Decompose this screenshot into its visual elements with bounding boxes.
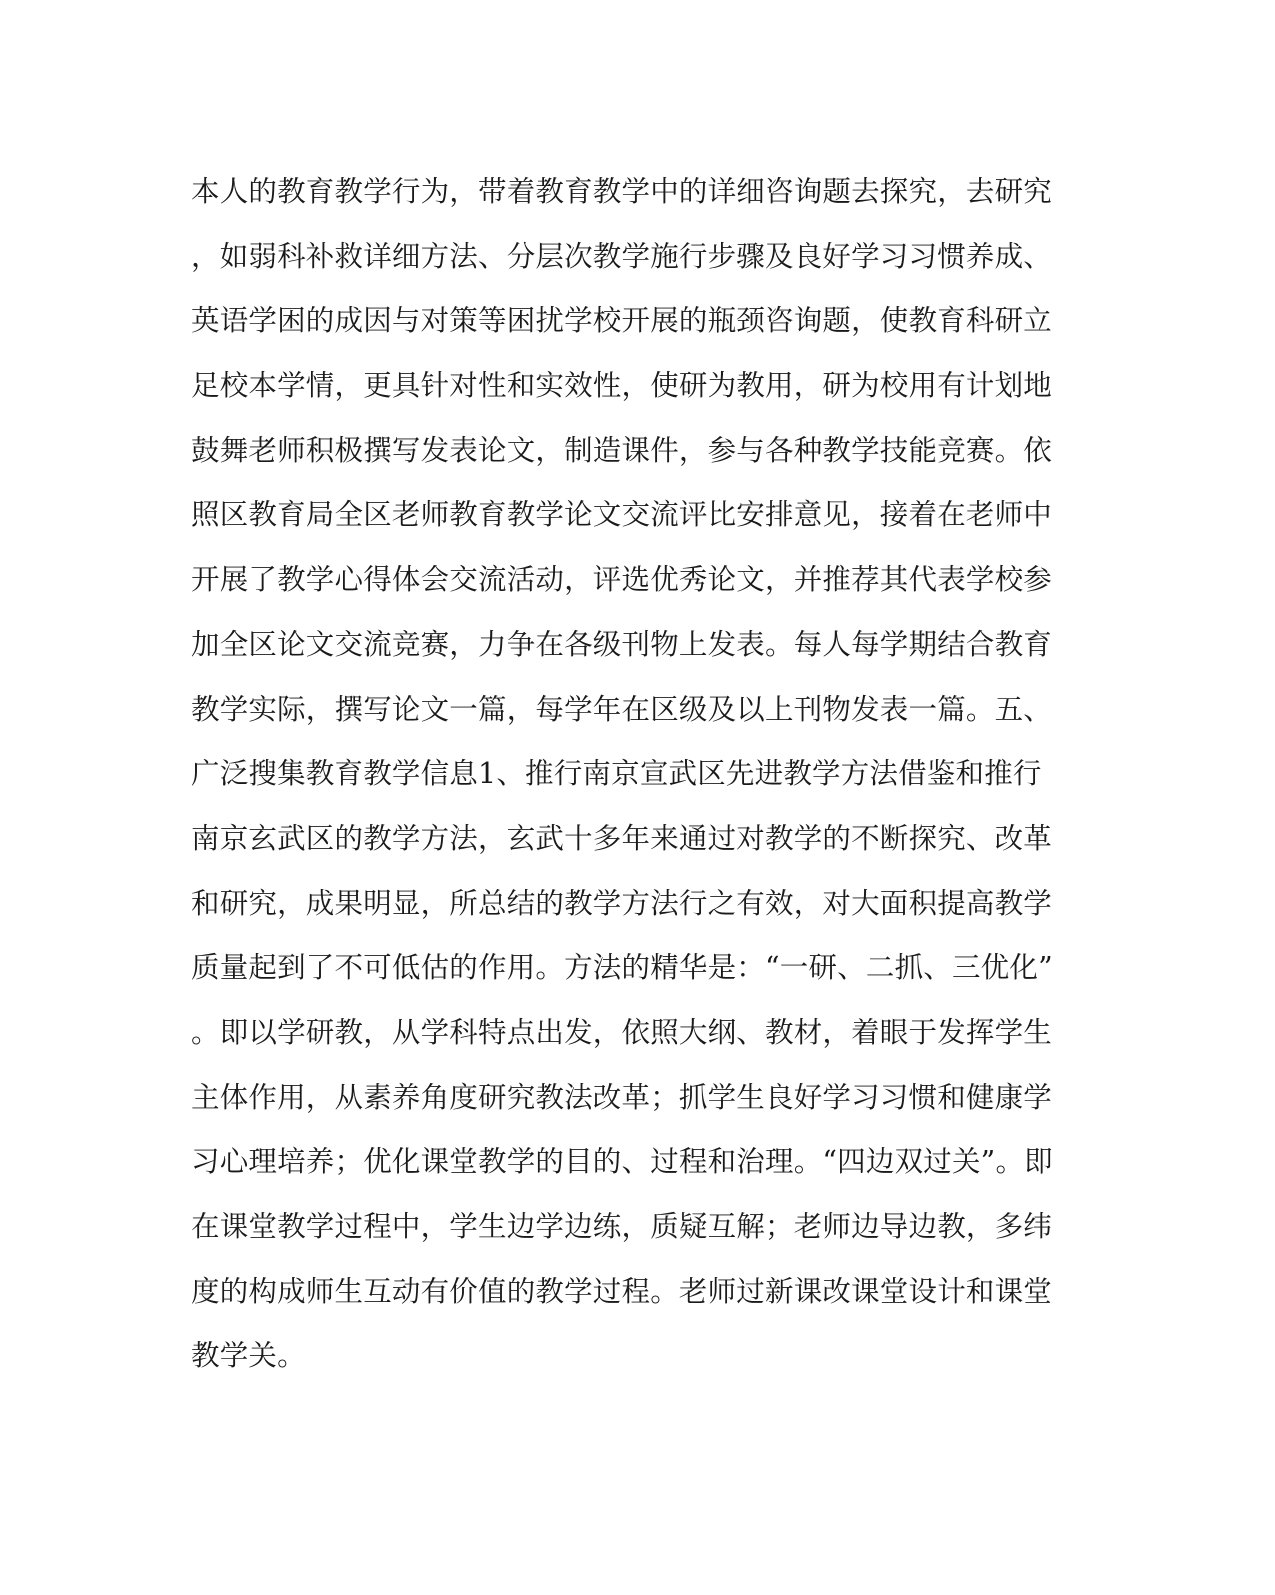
text-line: 度的构成师生互动有价值的教学过程。老师过新课改课堂设计和课堂 (191, 1274, 1053, 1308)
text-line: 照区教育局全区老师教育教学论文交流评比安排意见，接着在老师中 (191, 498, 1053, 532)
text-line: 质量起到了不可低估的作用。方法的精华是：“一研、二抓、三优化” (191, 951, 1053, 985)
body-paragraph (191, 160, 1071, 1389)
text-line: 鼓舞老师积极撰写发表论文，制造课件，参与各种教学技能竞赛。依 (191, 433, 1053, 467)
text-line: 足校本学情，更具针对性和实效性，使研为教用，研为校用有计划地 (191, 369, 1053, 403)
text-line: 南京玄武区的教学方法，玄武十多年来通过对教学的不断探究、改革 (191, 821, 1053, 855)
text-line: 广泛搜集教育教学信息1、推行南京宣武区先进教学方法借鉴和推行 (191, 757, 1042, 791)
text-line: ，如弱科补救详细方法、分层次教学施行步骤及良好学习习惯养成、 (191, 239, 1053, 273)
text-line: 开展了教学心得体会交流活动，评选优秀论文，并推荐其代表学校参 (191, 563, 1053, 597)
text-line: 习心理培养；优化课堂教学的目的、过程和治理。“四边双过关”。即 (191, 1145, 1053, 1179)
text-line: 教学实际，撰写论文一篇，每学年在区级及以上刊物发表一篇。五、 (191, 692, 1053, 726)
text-line: 在课堂教学过程中，学生边学边练，质疑互解；老师边导边教，多纬 (191, 1210, 1053, 1243)
text-line: 本人的教育教学行为，带着教育教学中的详细咨询题去探究，去研究 (191, 175, 1053, 208)
text-line: 主体作用，从素养角度研究教法改革；抓学生良好学习习惯和健康学 (191, 1080, 1053, 1114)
text-line: 加全区论文交流竞赛，力争在各级刊物上发表。每人每学期结合教育 (191, 627, 1053, 661)
text-line: 英语学困的成因与对策等困扰学校开展的瓶颈咨询题，使教育科研立 (191, 304, 1053, 338)
text-line: 。即以学研教，从学科特点出发，依照大纲、教材，着眼于发挥学生 (191, 1015, 1053, 1049)
text-line: 教学关。 (191, 1339, 306, 1373)
text-line: 和研究，成果明显，所总结的教学方法行之有效，对大面积提高教学 (191, 886, 1053, 920)
